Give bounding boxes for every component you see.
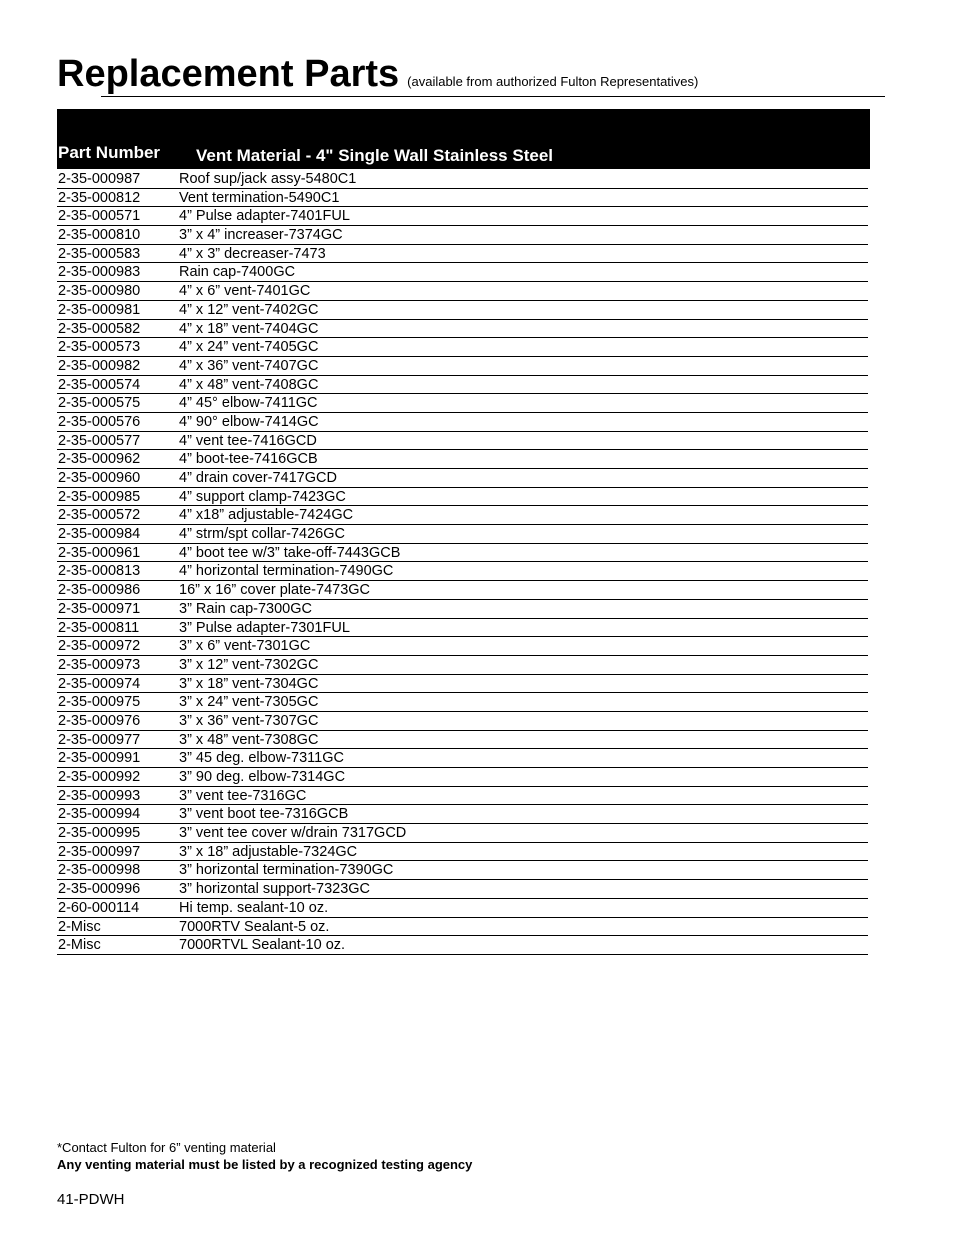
title-divider — [101, 96, 885, 97]
table-row — [57, 338, 868, 357]
description-cell: 3” Rain cap-7300GC — [179, 600, 312, 617]
part-number-cell: 2-35-000972 — [58, 638, 141, 655]
table-row — [57, 731, 868, 750]
part-number-cell: 2-35-000960 — [58, 470, 141, 486]
description-cell: 7000RTVL Sealant-10 oz. — [179, 937, 346, 954]
table-row — [57, 768, 868, 787]
part-number-cell: 2-35-000962 — [58, 451, 141, 468]
table-row — [57, 469, 868, 488]
table-row — [57, 226, 868, 245]
description-cell: 4” x 6” vent-7401GC — [179, 283, 311, 300]
page-title-text: Replacement Parts — [57, 53, 400, 95]
part-number-cell: 2-35-000574 — [58, 376, 141, 393]
part-number-cell: 2-35-000811 — [58, 619, 140, 636]
description-cell: 3” x 24” vent-7305GC — [179, 694, 319, 711]
table-row — [57, 301, 868, 320]
table-row — [57, 712, 868, 731]
table-row — [57, 899, 868, 918]
table-row — [57, 525, 868, 544]
table-row — [57, 376, 868, 395]
part-number-cell: 2-35-000812 — [58, 189, 141, 206]
table-row — [57, 544, 868, 563]
part-number-cell: 2-35-000576 — [58, 413, 141, 430]
table-row — [57, 189, 868, 208]
table-row — [57, 562, 868, 581]
part-number-cell: 2-35-000993 — [58, 787, 141, 804]
part-number-cell: 2-35-000583 — [58, 245, 141, 262]
table-row — [57, 918, 868, 937]
footnote: *Contact Fulton for 6” venting material — [57, 1140, 276, 1155]
description-cell: Hi temp. sealant-10 oz. — [179, 899, 329, 916]
table-row — [57, 488, 868, 507]
description-cell: 3” vent boot tee-7316GCB — [179, 806, 349, 823]
part-number-cell: 2-35-000572 — [58, 507, 141, 524]
part-number-cell: 2-35-000977 — [58, 731, 141, 748]
description-cell: 4” x 48” vent-7408GC — [179, 376, 319, 393]
column-header-part-number: Part Number — [58, 143, 161, 162]
part-number-cell: 2-35-000997 — [58, 843, 141, 860]
table-row — [57, 656, 868, 675]
part-number-cell: 2-35-000994 — [58, 806, 141, 823]
description-cell: 3” x 6” vent-7301GC — [179, 638, 311, 655]
description-cell: 7000RTV Sealant-5 oz. — [179, 918, 330, 935]
part-number-cell: 2-35-000976 — [58, 712, 141, 729]
table-row — [57, 675, 868, 694]
table-row — [57, 936, 868, 955]
part-number-cell: 2-35-000984 — [58, 526, 141, 543]
part-number-cell: 2-35-000813 — [58, 563, 141, 580]
part-number-cell: 2-35-000974 — [58, 675, 141, 692]
part-number-cell: 2-35-000575 — [58, 395, 141, 412]
part-number-cell: 2-35-000975 — [58, 694, 141, 711]
part-number-cell: 2-35-000980 — [58, 283, 141, 300]
description-cell: 4” boot-tee-7416GCB — [179, 451, 318, 468]
description-cell: 4” x 36” vent-7407GC — [179, 357, 319, 374]
table-row — [57, 581, 868, 600]
description-cell: 4” 45° elbow-7411GC — [179, 395, 318, 412]
part-number-cell: 2-Misc — [58, 937, 101, 954]
table-row — [57, 263, 868, 282]
description-cell: 3” vent tee cover w/drain 7317GCD — [179, 825, 407, 842]
description-cell: 4” vent tee-7416GCD — [179, 432, 317, 449]
part-number-cell: 2-35-000961 — [58, 544, 141, 561]
description-cell: 4” horizontal termination-7490GC — [179, 563, 394, 580]
page-header — [57, 52, 885, 96]
description-cell: 4” x 3” decreaser-7473 — [179, 245, 326, 262]
table-header — [57, 109, 870, 169]
description-cell: 4” x 24” vent-7405GC — [179, 339, 319, 356]
part-number-cell: 2-35-000996 — [58, 881, 141, 898]
description-cell: 3” vent tee-7316GC — [179, 787, 307, 804]
description-cell: 3” x 18” vent-7304GC — [179, 675, 319, 692]
description-cell: 16” x 16” cover plate-7473GC — [179, 582, 371, 599]
table-row — [57, 432, 868, 451]
table-row — [57, 245, 868, 264]
part-number-cell: 2-35-000810 — [58, 227, 141, 244]
description-cell: 4” 90° elbow-7414GC — [179, 413, 319, 430]
part-number-cell: 2-35-000986 — [58, 582, 141, 599]
table-row — [57, 637, 868, 656]
table-row — [57, 861, 868, 880]
description-cell: 4” boot tee w/3” take-off-7443GCB — [179, 544, 401, 561]
part-number-cell: 2-35-000985 — [58, 488, 141, 505]
table-row — [57, 880, 868, 899]
description-cell: 4” strm/spt collar-7426GC — [179, 526, 345, 543]
part-number-cell: 2-35-000982 — [58, 357, 141, 374]
description-cell: 3” x 36” vent-7307GC — [179, 712, 319, 729]
part-number-cell: 2-35-000981 — [58, 301, 141, 318]
part-number-cell: 2-35-000971 — [58, 600, 141, 617]
description-cell: 4” drain cover-7417GCD — [179, 470, 337, 486]
description-cell: 4” x18” adjustable-7424GC — [179, 507, 354, 524]
description-cell: 3” x 18” adjustable-7324GC — [179, 843, 358, 860]
table-row — [57, 693, 868, 712]
table-row — [57, 282, 868, 301]
table-row — [57, 619, 868, 638]
description-cell: 3” horizontal termination-7390GC — [179, 862, 394, 879]
table-row — [57, 207, 868, 226]
description-cell: 3” x 4” increaser-7374GC — [179, 227, 343, 244]
table-row — [57, 787, 868, 806]
footnote-bold: Any venting material must be listed by a recognized testing agency — [57, 1157, 473, 1172]
description-cell: 3” x 12” vent-7302GC — [179, 656, 319, 673]
part-number-cell: 2-35-000582 — [58, 320, 141, 337]
part-number-cell: 2-35-000998 — [58, 862, 141, 879]
parts-table-body — [57, 170, 868, 955]
part-number-cell: 2-35-000992 — [58, 769, 141, 785]
description-cell: 3” 45 deg. elbow-7311GC — [179, 750, 344, 767]
description-cell: Roof sup/jack assy-5480C1 — [179, 171, 357, 187]
description-cell: 4” x 12” vent-7402GC — [179, 301, 319, 318]
part-number-cell: 2-35-000995 — [58, 825, 141, 842]
table-row — [57, 320, 868, 339]
description-cell: 4” Pulse adapter-7401FUL — [179, 208, 350, 225]
description-cell: Vent termination-5490C1 — [179, 189, 340, 206]
part-number-cell: 2-35-000983 — [58, 264, 141, 281]
description-cell: 3” Pulse adapter-7301FUL — [179, 619, 350, 636]
part-number-cell: 2-35-000973 — [58, 656, 141, 673]
table-row — [57, 357, 868, 376]
table-row — [57, 413, 868, 432]
part-number-cell: 2-35-000577 — [58, 432, 141, 449]
table-row — [57, 450, 868, 469]
description-cell: Rain cap-7400GC — [179, 264, 296, 281]
table-row — [57, 805, 868, 824]
description-cell: 4” x 18” vent-7404GC — [179, 320, 319, 337]
table-row — [57, 506, 868, 525]
page-subtitle: (available from authorized Fulton Representatives) — [407, 74, 699, 89]
table-row — [57, 843, 868, 862]
part-number-cell: 2-35-000991 — [58, 750, 141, 767]
part-number-cell: 2-Misc — [58, 918, 101, 935]
page-number: 41-PDWH — [57, 1191, 125, 1208]
table-row — [57, 394, 868, 413]
description-cell: 3” x 48” vent-7308GC — [179, 731, 319, 748]
table-row — [57, 170, 868, 189]
description-cell: 4” support clamp-7423GC — [179, 488, 346, 505]
table-row — [57, 824, 868, 843]
table-row — [57, 600, 868, 619]
column-header-description: Vent Material - 4" Single Wall Stainless Steel — [196, 146, 553, 165]
part-number-cell: 2-35-000571 — [58, 208, 141, 225]
part-number-cell: 2-35-000987 — [58, 171, 141, 187]
table-row — [57, 749, 868, 768]
part-number-cell: 2-60-000114 — [58, 899, 140, 916]
description-cell: 3” horizontal support-7323GC — [179, 881, 371, 898]
part-number-cell: 2-35-000573 — [58, 339, 141, 356]
description-cell: 3” 90 deg. elbow-7314GC — [179, 769, 346, 785]
